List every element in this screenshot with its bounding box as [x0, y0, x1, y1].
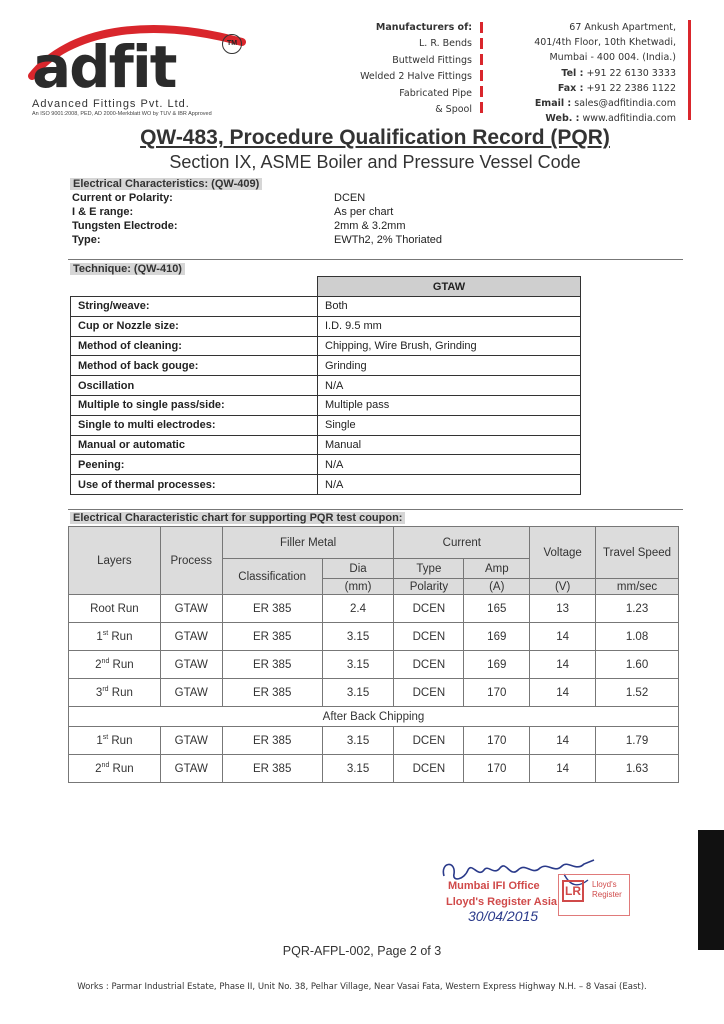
classification-cell: ER 385 [222, 755, 322, 783]
current-header: Current [394, 527, 530, 559]
address-line: Mumbai - 400 004. (India.) [549, 52, 676, 64]
manufacturers-list [330, 20, 472, 118]
electrical-label: I & E range: [72, 206, 134, 218]
document-title: QW-483, Procedure Qualification Record (PQR) [140, 126, 610, 149]
process-cell: GTAW [160, 651, 222, 679]
amp-cell: 170 [464, 679, 530, 707]
voltage-cell: 14 [530, 651, 596, 679]
technique-label: String/weave: [71, 297, 318, 317]
table-row [71, 435, 581, 455]
speed-cell: 1.08 [596, 623, 679, 651]
technique-label: Manual or automatic [71, 435, 318, 455]
manufacturers-divider [480, 22, 483, 114]
chart-rows [69, 595, 679, 707]
classification-cell: ER 385 [222, 727, 322, 755]
classification-cell: ER 385 [222, 651, 322, 679]
after-back-chipping: After Back Chipping [69, 707, 679, 727]
website: Web. : www.adfitindia.com [545, 113, 676, 125]
table-row [71, 376, 581, 396]
table-row [69, 679, 679, 707]
table-row [71, 395, 581, 415]
voltage-cell: 14 [530, 727, 596, 755]
table-row [71, 316, 581, 336]
section-divider [68, 509, 683, 510]
technique-label: Method of back gouge: [71, 356, 318, 376]
technique-label: Use of thermal processes: [71, 475, 318, 495]
technique-value: Multiple pass [318, 395, 581, 415]
manufacturer-item: & Spool [435, 104, 472, 116]
lr-name-line: Register [592, 890, 622, 899]
layer-cell: 3rd Run [69, 679, 161, 707]
process-cell: GTAW [160, 727, 222, 755]
table-row [71, 336, 581, 356]
dia-cell: 3.15 [322, 651, 394, 679]
table-row [69, 595, 679, 623]
travel-speed-header: Travel Speed [596, 527, 679, 579]
technique-header-blank [71, 277, 318, 297]
type-header: Type [394, 559, 464, 579]
speed-unit: mm/sec [596, 579, 679, 595]
electrical-value: 2mm & 3.2mm [334, 220, 406, 232]
layer-cell: 1st Run [69, 623, 161, 651]
manufacturers-title: Manufacturers of: [375, 22, 472, 33]
electrical-label: Type: [72, 234, 101, 246]
email: Email : sales@adfitindia.com [534, 98, 676, 110]
type-cell: DCEN [394, 623, 464, 651]
classification-cell: ER 385 [222, 679, 322, 707]
document-subtitle: Section IX, ASME Boiler and Pressure Vessel Code [169, 152, 581, 172]
classification-header: Classification [222, 559, 322, 595]
voltage-cell: 13 [530, 595, 596, 623]
electrical-label: Tungsten Electrode: [72, 220, 178, 232]
dia-cell: 3.15 [322, 679, 394, 707]
layer-cell: 2nd Run [69, 755, 161, 783]
fax: Fax : +91 22 2386 1122 [557, 82, 676, 94]
manufacturer-item: L. R. Bends [419, 38, 472, 50]
address-divider [688, 20, 691, 120]
technique-column-header: GTAW [318, 277, 581, 297]
process-cell: GTAW [160, 755, 222, 783]
process-cell: GTAW [160, 623, 222, 651]
technique-label: Oscillation [71, 376, 318, 396]
amp-cell: 170 [464, 755, 530, 783]
amp-cell: 169 [464, 623, 530, 651]
classification-cell: ER 385 [222, 595, 322, 623]
type-cell: DCEN [394, 679, 464, 707]
section-divider [68, 259, 683, 260]
technique-label: Peening: [71, 455, 318, 475]
scan-edge-mark [698, 830, 724, 950]
dia-header: Dia [322, 559, 394, 579]
table-row [71, 455, 581, 475]
classification-cell: ER 385 [222, 623, 322, 651]
layer-cell: 2nd Run [69, 651, 161, 679]
table-row [71, 297, 581, 317]
layer-cell: Root Run [69, 595, 161, 623]
technique-value: Manual [318, 435, 581, 455]
technique-label: Single to multi electrodes: [71, 415, 318, 435]
voltage-cell: 14 [530, 679, 596, 707]
lr-name-line: Lloyd's [592, 880, 617, 889]
table-row [71, 356, 581, 376]
chart-heading: Electrical Characteristic chart for supporting PQR test coupon: [70, 512, 405, 524]
page-number: PQR-AFPL-002, Page 2 of 3 [282, 944, 442, 958]
technique-table [70, 276, 581, 495]
dia-cell: 3.15 [322, 755, 394, 783]
technique-label: Method of cleaning: [71, 336, 318, 356]
address-line: 67 Ankush Apartment, [569, 22, 676, 33]
works-address: Works : Parmar Industrial Estate, Phase II, Unit No. 38, Pelhar Village, Near Vasai Fata, Western Express Highway N.H. – 8 Vasai (East). [77, 982, 647, 992]
table-row [69, 755, 679, 783]
process-cell: GTAW [160, 679, 222, 707]
manufacturer-item: Fabricated Pipe [399, 87, 472, 99]
lr-name [592, 880, 622, 900]
stamp-register: Lloyd's Register Asia [446, 896, 558, 908]
electrical-heading: Electrical Characteristics: (QW-409) [70, 178, 262, 190]
voltage-cell: 14 [530, 755, 596, 783]
speed-cell: 1.79 [596, 727, 679, 755]
electrical-value: DCEN [334, 192, 366, 204]
technique-heading: Technique: (QW-410) [70, 263, 185, 275]
amp-unit: (A) [464, 579, 530, 595]
technique-label: Multiple to single pass/side: [71, 395, 318, 415]
technique-value: N/A [318, 455, 581, 475]
dia-cell: 3.15 [322, 727, 394, 755]
technique-value: N/A [318, 376, 581, 396]
table-row [69, 651, 679, 679]
voltage-header: Voltage [530, 527, 596, 579]
stamp-office: Mumbai IFI Office [448, 880, 540, 892]
telephone: Tel : +91 22 6130 3333 [561, 67, 676, 79]
manufacturer-item: Buttweld Fittings [392, 54, 472, 66]
trademark-symbol: TM [222, 34, 242, 54]
table-row [69, 727, 679, 755]
lr-logo-icon: LR [562, 880, 584, 902]
amp-cell: 165 [464, 595, 530, 623]
electrical-label: Current or Polarity: [72, 192, 173, 204]
table-row [69, 623, 679, 651]
type-cell: DCEN [394, 755, 464, 783]
chart-rows-after [69, 727, 679, 783]
technique-value: Both [318, 297, 581, 317]
voltage-cell: 14 [530, 623, 596, 651]
manufacturer-item: Welded 2 Halve Fittings [360, 71, 472, 83]
company-name: Advanced Fittings Pvt. Ltd. [32, 98, 190, 110]
type-cell: DCEN [394, 727, 464, 755]
table-row [71, 475, 581, 495]
type-cell: DCEN [394, 595, 464, 623]
address-line: 401/4th Floor, 10th Khetwadi, [534, 37, 676, 49]
technique-value: N/A [318, 475, 581, 495]
speed-cell: 1.63 [596, 755, 679, 783]
dia-cell: 3.15 [322, 623, 394, 651]
table-row [71, 415, 581, 435]
electrical-chart-table [68, 526, 679, 783]
type-cell: DCEN [394, 651, 464, 679]
layers-header: Layers [69, 527, 161, 595]
speed-cell: 1.23 [596, 595, 679, 623]
company-certifications: An ISO 9001:2008, PED, AD 2000-Merkblatt WO by TUV & IBR Approved [32, 111, 212, 117]
company-address [490, 20, 676, 126]
amp-cell: 169 [464, 651, 530, 679]
speed-cell: 1.52 [596, 679, 679, 707]
technique-value: I.D. 9.5 mm [318, 316, 581, 336]
stamp-date: 30/04/2015 [468, 908, 539, 924]
amp-cell: 170 [464, 727, 530, 755]
technique-label: Cup or Nozzle size: [71, 316, 318, 336]
layer-cell: 1st Run [69, 727, 161, 755]
company-logo: adfit [32, 33, 176, 101]
dia-unit: (mm) [322, 579, 394, 595]
electrical-value: EWTh2, 2% Thoriated [334, 234, 443, 246]
technique-value: Single [318, 415, 581, 435]
polarity-header: Polarity [394, 579, 464, 595]
process-header: Process [160, 527, 222, 595]
technique-value: Chipping, Wire Brush, Grinding [318, 336, 581, 356]
dia-cell: 2.4 [322, 595, 394, 623]
electrical-value: As per chart [334, 206, 394, 218]
filler-metal-header: Filler Metal [222, 527, 394, 559]
voltage-unit: (V) [530, 579, 596, 595]
speed-cell: 1.60 [596, 651, 679, 679]
amp-header: Amp [464, 559, 530, 579]
technique-value: Grinding [318, 356, 581, 376]
process-cell: GTAW [160, 595, 222, 623]
